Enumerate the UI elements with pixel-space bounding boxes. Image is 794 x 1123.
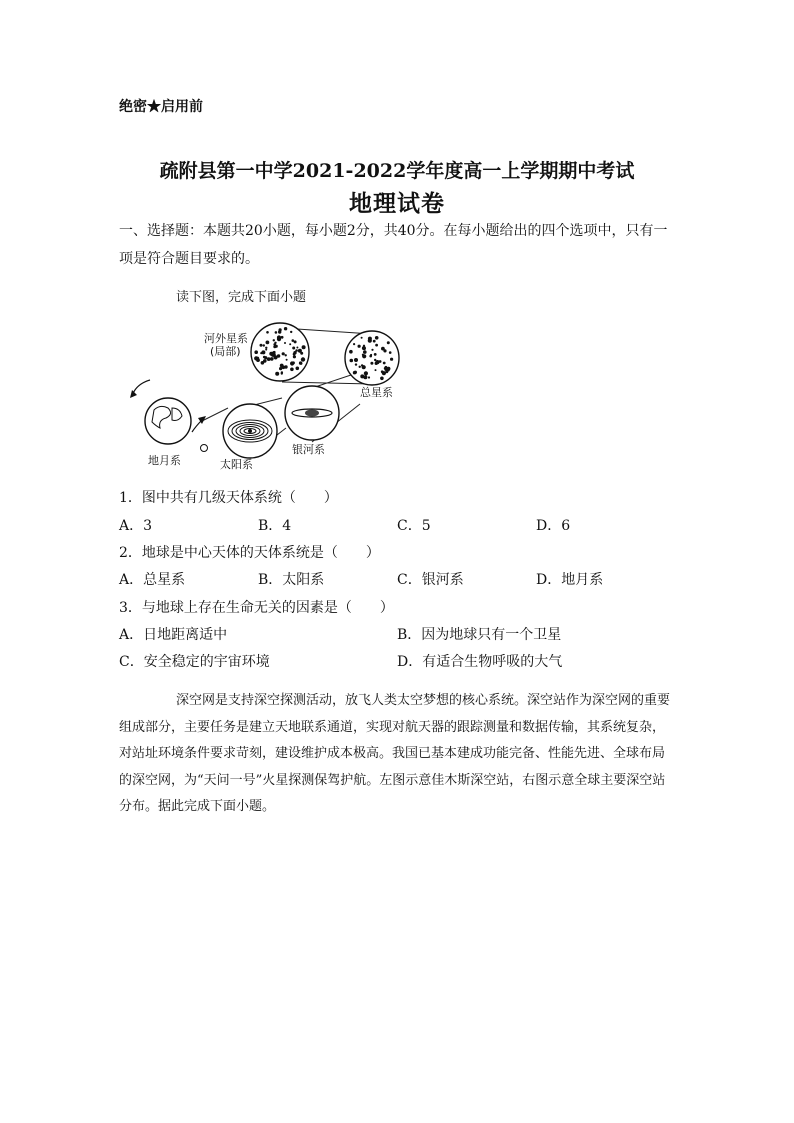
star-dot xyxy=(280,364,284,368)
label-universe: 总星系 xyxy=(360,386,393,399)
figure-lead: 读下图，完成下面小题 xyxy=(176,290,307,305)
star-dot xyxy=(379,360,382,363)
star-dot xyxy=(353,371,356,374)
star-dot xyxy=(296,347,298,349)
star-dot xyxy=(274,342,276,344)
star-dot xyxy=(362,365,366,369)
star-dot xyxy=(370,362,373,365)
star-dot xyxy=(273,345,276,348)
star-dot xyxy=(362,346,366,350)
star-dot xyxy=(256,358,260,362)
star-dot xyxy=(301,357,305,361)
star-dot xyxy=(299,350,301,352)
star-dot xyxy=(370,354,372,356)
question-2-option-d: D．地月系 xyxy=(536,572,604,588)
star-dot xyxy=(383,349,386,352)
star-dot xyxy=(285,354,287,356)
star-dot xyxy=(292,361,295,364)
star-dot xyxy=(263,359,267,363)
star-dot xyxy=(275,372,279,376)
star-dot xyxy=(360,374,364,378)
question-1-stem: 1．图中共有几级天体系统（ ） xyxy=(119,490,338,506)
question-1-option-d: D．6 xyxy=(536,518,571,534)
star-dot xyxy=(284,342,286,344)
exam-title: 疏附县第一中学2021-2022学年度高一上学期期中考试 xyxy=(159,160,635,182)
star-dot xyxy=(281,336,284,339)
star-dot xyxy=(387,341,390,344)
star-dot xyxy=(300,362,303,365)
star-dot xyxy=(373,340,376,343)
star-dot xyxy=(289,343,291,345)
question-3-option-a: A．日地距离适中 xyxy=(119,627,228,643)
star-dot xyxy=(380,377,384,381)
label-galaxy-outer: 河外星系 xyxy=(204,332,248,345)
star-dot xyxy=(383,362,386,365)
label-milky-way: 银河系 xyxy=(292,443,325,456)
question-2-option-c: C．银河系 xyxy=(397,572,464,588)
star-dot xyxy=(275,331,278,334)
star-dot xyxy=(271,352,275,356)
question-1-option-a: A．3 xyxy=(119,518,153,534)
star-dot xyxy=(282,352,285,355)
star-dot xyxy=(260,344,263,347)
star-dot xyxy=(390,358,393,361)
star-dot xyxy=(375,336,379,340)
star-dot xyxy=(363,350,367,354)
star-dot xyxy=(290,331,292,333)
star-dot xyxy=(374,359,376,361)
star-dot xyxy=(277,354,280,357)
star-dot xyxy=(264,356,267,359)
star-dot xyxy=(385,366,388,369)
star-dot xyxy=(270,357,274,361)
label-earth-moon: 地月系 xyxy=(148,454,181,467)
star-dot xyxy=(254,350,258,354)
paper-subject-title: 地理试卷 xyxy=(349,190,445,217)
star-dot xyxy=(296,367,300,371)
star-dot xyxy=(354,358,358,362)
star-dot xyxy=(292,347,295,350)
star-dot xyxy=(284,327,287,330)
star-dot xyxy=(290,368,294,372)
star-dot xyxy=(279,328,282,331)
star-dot xyxy=(368,376,370,378)
question-2-option-b: B．太阳系 xyxy=(258,572,325,588)
star-dot xyxy=(350,359,354,363)
question-1-option-c: C．5 xyxy=(397,518,431,534)
star-dot xyxy=(349,350,353,354)
star-dot xyxy=(364,371,368,375)
confidential-mark: 绝密★启用前 xyxy=(119,99,203,115)
star-dot xyxy=(273,339,275,341)
question-3-option-c: C．安全稳定的宇宙环境 xyxy=(119,654,270,670)
star-dot xyxy=(384,372,386,374)
star-dot xyxy=(266,341,270,345)
star-dot xyxy=(355,363,357,365)
star-dot xyxy=(375,369,377,371)
star-dot xyxy=(266,331,269,334)
passage-deep-space-network: 深空网是支持深空探测活动，放飞人类太空梦想的核心系统。深空站作为深空网的重要组成部分，主要任务是建立天地联系通道，实现对航天器的跟踪测量和数据传输，其系统复杂，对站址环境条件要求苛刻，建设维护成本极高。我国已基本建成功能完备、性能先进、全球布局的深空网，为“天问一号”火星探测保驾护航。左图示意佳木斯深空站，右图示意全球主要深空站分布。据此完成下面小题。 xyxy=(119,693,671,814)
question-3-option-b: B．因为地球只有一个卫星 xyxy=(397,627,562,643)
question-2-option-a: A．总星系 xyxy=(119,572,186,588)
star-dot xyxy=(263,344,265,346)
star-dot xyxy=(294,340,297,343)
star-dot xyxy=(362,354,364,356)
label-solar-system: 太阳系 xyxy=(220,458,253,471)
star-dot xyxy=(358,345,361,348)
star-dot xyxy=(293,351,296,354)
star-dot xyxy=(389,351,392,354)
star-dot xyxy=(374,353,377,356)
star-dot xyxy=(261,350,265,354)
star-dot xyxy=(371,349,373,351)
star-dot xyxy=(361,337,363,339)
question-2-stem: 2．地球是中心天体的天体系统是（ ） xyxy=(119,545,380,561)
question-1-option-b: B．4 xyxy=(258,518,292,534)
celestial-systems-figure xyxy=(120,318,420,478)
star-dot xyxy=(293,355,296,358)
star-dot xyxy=(281,372,283,374)
question-3-option-d: D．有适合生物呼吸的大气 xyxy=(397,654,563,670)
star-dot xyxy=(286,359,288,361)
star-dot xyxy=(375,344,378,347)
star-dot xyxy=(359,366,361,368)
star-dot xyxy=(277,335,281,339)
star-dot xyxy=(302,345,306,349)
label-galaxy-outer-sub: (局部) xyxy=(210,345,241,358)
star-dot xyxy=(381,370,384,373)
star-dot xyxy=(387,367,390,370)
star-dot xyxy=(265,349,267,351)
star-dot xyxy=(353,343,355,345)
section-instructions: 一、选择题：本题共20小题，每小题2分，共40分。在每小题给出的四个选项中，只有一项是符合题目要求的。 xyxy=(119,223,668,267)
question-3-stem: 3．与地球上存在生命无关的因素是（ ） xyxy=(119,600,394,616)
star-dot xyxy=(368,337,372,341)
